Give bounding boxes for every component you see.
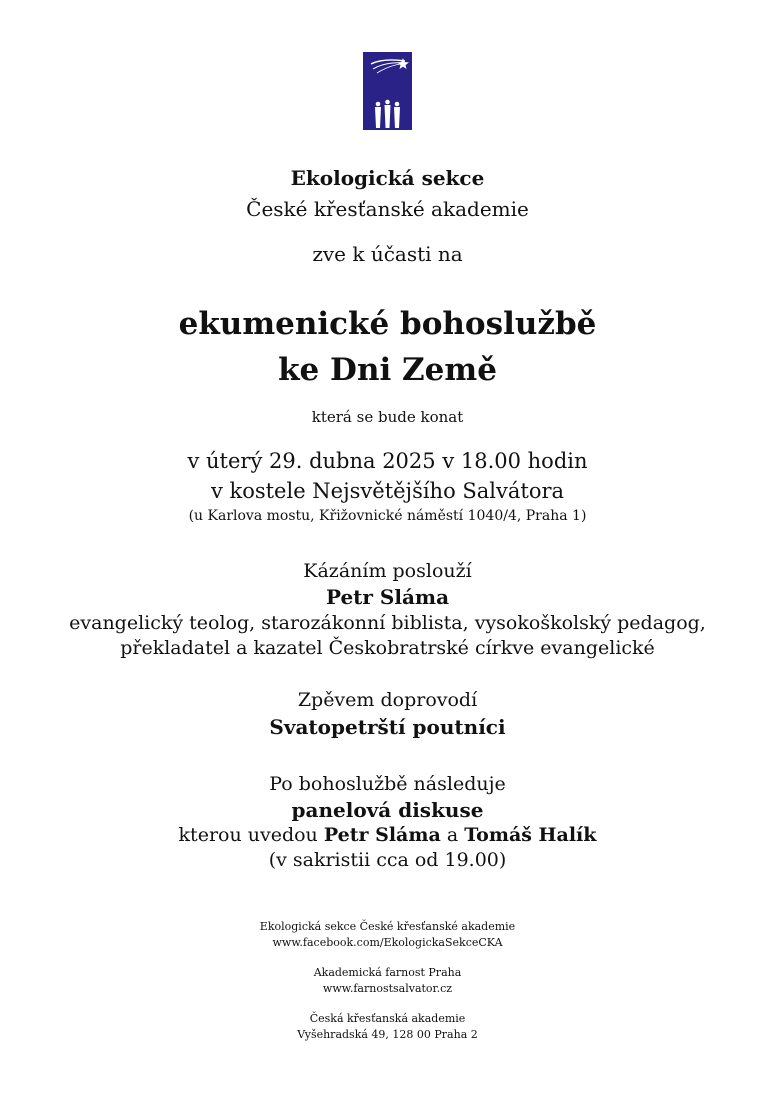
discussion-conjunction: a: [446, 824, 459, 846]
event-title-line2: ke Dni Země: [278, 352, 497, 388]
discussion-leaders: [0, 826, 775, 845]
event-place: v kostele Nejsvětějšího Salvátora: [210, 479, 565, 503]
singing-intro: Zpěvem doprovodí: [297, 689, 478, 711]
footer-org3-address: Vyšehradská 49, 128 00 Praha 2: [297, 1028, 478, 1041]
organizer-subtitle: České křesťanské akademie: [246, 197, 529, 221]
discussion-person-1: Petr Sláma: [323, 824, 441, 846]
singing-group: Svatopetrští poutníci: [269, 715, 506, 739]
event-date: v úterý 29. dubna 2025 v 18.00 hodin: [187, 449, 588, 473]
event-address: (u Karlova mostu, Křižovnické náměstí 1040/4, Praha 1): [188, 508, 587, 524]
footer-org2-name: Akademická farnost Praha: [313, 966, 462, 979]
invite-text: zve k účasti na: [312, 242, 463, 266]
footer-org1-name: Ekologická sekce České křesťanské akademie: [259, 920, 516, 933]
speaker-description-1: evangelický teolog, starozákonní biblista, vysokoškolský pedagog,: [69, 612, 706, 634]
footer-org3-name: Česká křesťanská akademie: [309, 1012, 466, 1025]
organizer-name: Ekologická sekce: [290, 166, 485, 190]
discussion-person-2: Tomáš Halík: [464, 824, 597, 846]
sermon-intro: Kázáním poslouží: [303, 560, 472, 582]
sermon-speaker: Petr Sláma: [325, 585, 450, 609]
footer-org2-web: www.farnostsalvator.cz: [322, 982, 453, 995]
footer-org1-web: www.facebook.com/EkologickaSekceCKA: [272, 936, 503, 949]
discussion-title: panelová diskuse: [291, 798, 484, 822]
event-title-line1: ekumenické bohoslužbě: [178, 306, 597, 342]
event-intro: která se bude konat: [311, 408, 464, 426]
discussion-time: (v sakristii cca od 19.00): [268, 849, 507, 871]
akademie-logo-icon: [363, 52, 412, 130]
speaker-description-2: překladatel a kazatel Českobratrské církve evangelické: [120, 637, 655, 659]
discussion-intro: Po bohoslužbě následuje: [269, 773, 506, 795]
discussion-led-prefix: kterou uvedou: [178, 824, 318, 846]
